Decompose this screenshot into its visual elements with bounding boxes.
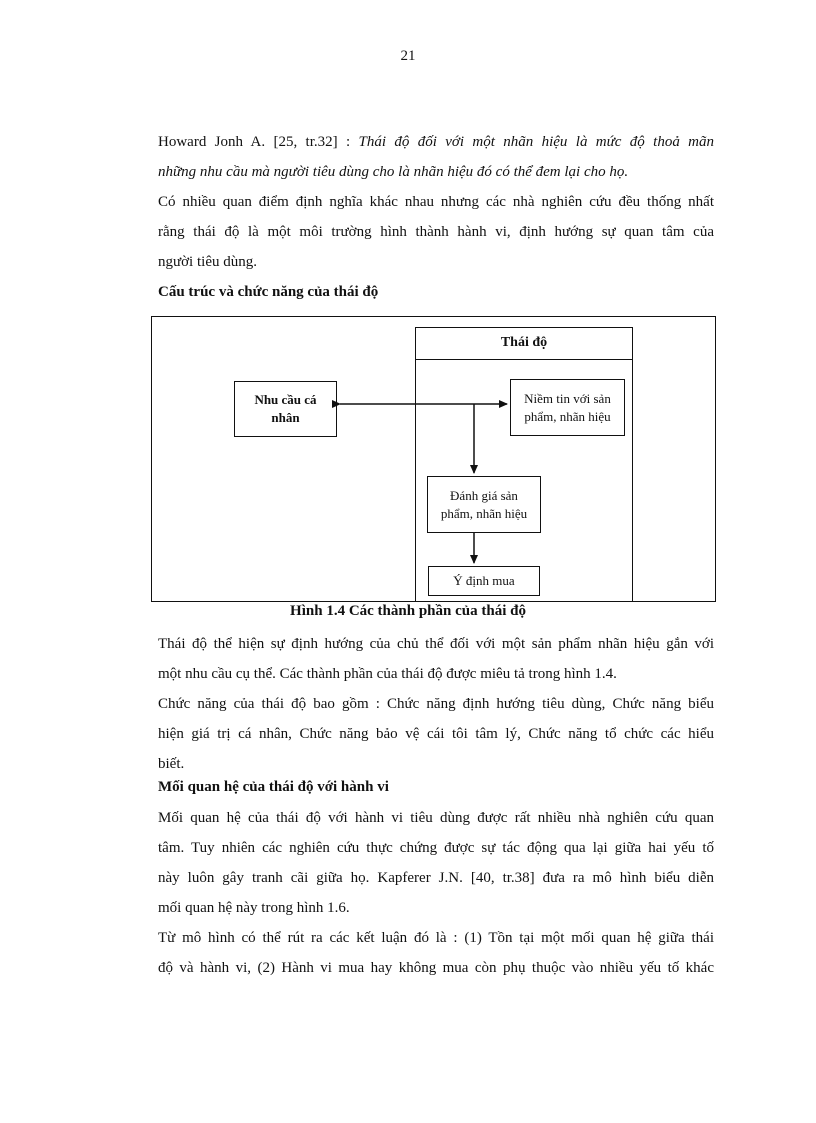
paragraph-orientation — [158, 629, 714, 689]
citation-author: Howard Jonh A. [25, tr.32] : — [158, 134, 359, 150]
text-line: hiện giá trị cá nhân, Chức năng bảo vệ cái tôi tâm lý, Chức năng tổ chức các hiểu — [158, 726, 714, 742]
text-line: Thái độ thể hiện sự định hướng của chủ thể đối với một sản phẩm nhãn hiệu gắn với — [158, 636, 714, 652]
text-line: biết. — [158, 756, 185, 772]
section-heading-structure: Cấu trúc và chức năng của thái độ — [158, 284, 379, 300]
eval-label-line-1: Đánh giá sản — [450, 487, 518, 503]
text-line: mối quan hệ này trong hình 1.6. — [158, 900, 350, 916]
text-line: này luôn gây tranh cãi giữa họ. Kapferer J.N. [40, tr.38] đưa ra mô hình biểu diễn — [158, 870, 714, 886]
text-line: Chức năng của thái độ bao gồm : Chức năng định hướng tiêu dùng, Chức năng biểu — [158, 696, 714, 712]
figure-caption: Hình 1.4 Các thành phần của thái độ — [290, 603, 526, 619]
needs-label-line-1: Nhu cầu cá — [254, 392, 317, 407]
paragraph-functions — [158, 689, 714, 779]
text-line: tâm. Tuy nhiên các nghiên cứu thực chứng được sự tác động qua lại giữa hai yếu tố — [158, 840, 714, 856]
text-line: người tiêu dùng. — [158, 254, 257, 270]
quote-line-2: những nhu cầu mà người tiêu dùng cho là nhãn hiệu đó có thể đem lại cho họ. — [158, 164, 629, 180]
belief-label-line-2: phẩm, nhãn hiệu — [524, 408, 611, 424]
quote-text-1: Thái độ đối với một nhãn hiệu là mức độ thoả mãn — [358, 134, 715, 150]
paragraph-relationship — [158, 803, 714, 923]
text-line: Mối quan hệ của thái độ với hành vi tiêu dùng được rất nhiều nhà nghiên cứu quan — [158, 810, 714, 826]
page-number: 21 — [400, 48, 416, 64]
eval-label-line-2: phẩm, nhãn hiệu — [440, 505, 528, 521]
text-line: một nhu cầu cụ thể. Các thành phần của thái độ được miêu tả trong hình 1.4. — [158, 666, 617, 682]
section-heading-relationship: Mối quan hệ của thái độ với hành vi — [158, 779, 389, 795]
text-line: rằng thái độ là một môi trường hình thành hành vi, định hướng sự quan tâm của — [158, 224, 714, 240]
paragraph-conclusions — [158, 923, 714, 983]
text-line: Có nhiều quan điểm định nghĩa khác nhau nhưng các nhà nghiên cứu đều thống nhất — [158, 194, 714, 210]
belief-label-line-1: Niềm tin với sản — [524, 390, 611, 406]
text-line: độ và hành vi, (2) Hành vi mua hay không mua còn phụ thuộc vào nhiều yếu tố khác — [158, 960, 714, 976]
attitude-title: Thái độ — [415, 327, 633, 360]
needs-label-line-2: nhân — [271, 410, 300, 425]
intent-label: Ý định mua — [453, 573, 515, 588]
text-line: Từ mô hình có thể rút ra các kết luận đó là : (1) Tồn tại một mối quan hệ giữa thái — [158, 930, 714, 946]
